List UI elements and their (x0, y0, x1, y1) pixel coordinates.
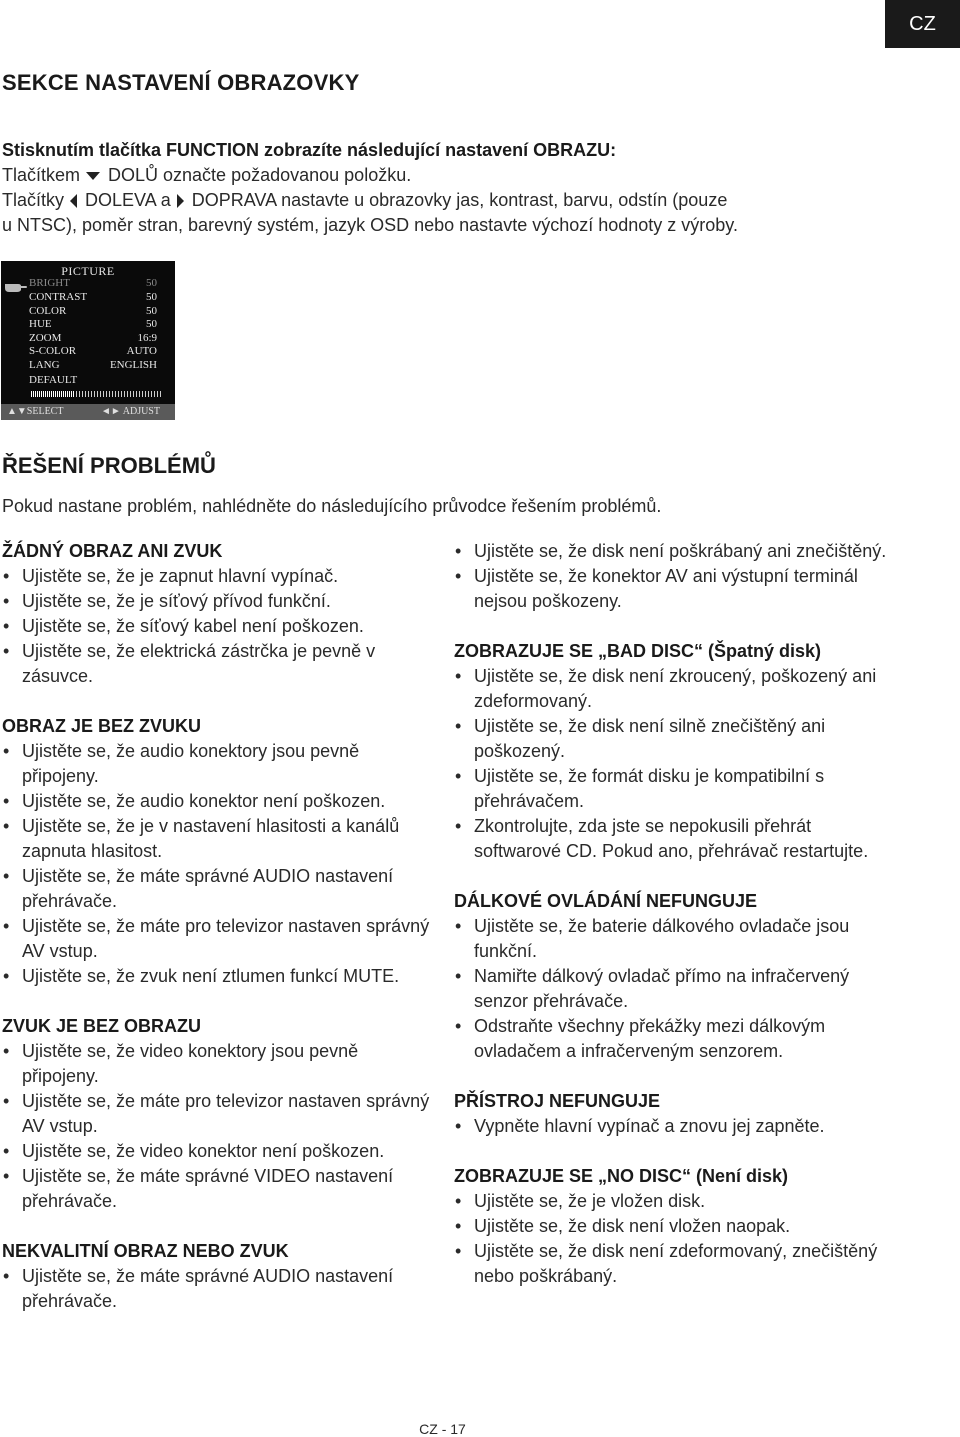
osd-footer (1, 404, 175, 420)
list-item: • Ujistěte se, že elektrická zástrčka je pevně v zásuvce. (2, 639, 432, 689)
osd-adjust-label: ADJUST (122, 406, 160, 417)
problem-heading: ZOBRAZUJE SE „BAD DISC“ (Špatný disk) (454, 641, 822, 661)
list-item: • Ujistěte se, že konektor AV ani výstupní terminál nejsou poškozeny. (454, 564, 894, 614)
pointing-hand-icon (4, 279, 28, 293)
intro-text (2, 138, 902, 238)
osd-row-label: ZOOM (29, 332, 62, 344)
intro-line-lr-a: Tlačítky (2, 190, 65, 210)
bullet-list (2, 739, 432, 989)
osd-row-label: CONTRAST (29, 291, 88, 303)
osd-title: PICTURE (61, 264, 115, 278)
osd-row-label: LANG (29, 359, 60, 371)
osd-picture-menu (1, 261, 175, 420)
osd-level-bar-fill (31, 391, 75, 397)
list-item: • Ujistěte se, že máte pro televizor nastaven správný AV vstup. (2, 914, 432, 964)
arrow-left-icon (70, 194, 77, 208)
list-item: • Ujistěte se, že je v nastavení hlasitosti a kanálů zapnuta hlasitost. (2, 814, 432, 864)
list-item: • Namiřte dálkový ovladač přímo na infračervený senzor přehrávače. (454, 964, 894, 1014)
list-item: • Ujistěte se, že zvuk není ztlumen funkcí MUTE. (2, 964, 432, 989)
list-item: • Ujistěte se, že video konektor není poškozen. (2, 1139, 432, 1164)
page-number: CZ - 17 (419, 1421, 466, 1437)
osd-row-value: 50 (146, 277, 157, 289)
osd-row-label: HUE (29, 318, 52, 330)
list-item: • Zkontrolujte, zda jste se nepokusili přehrát softwarové CD. Pokud ano, přehrávač restartujte. (454, 814, 894, 864)
list-item: • Ujistěte se, že disk není zkroucený, poškozený ani zdeformovaný. (454, 664, 894, 714)
list-item: • Ujistěte se, že formát disku je kompatibilní s přehrávačem. (454, 764, 894, 814)
list-item: • Ujistěte se, že máte správné AUDIO nastavení přehrávače. (2, 864, 432, 914)
list-item: • Ujistěte se, že audio konektor není poškozen. (2, 789, 432, 814)
left-column (2, 539, 432, 1314)
list-item: • Odstraňte všechny překážky mezi dálkovým ovladačem a infračerveným senzorem. (454, 1014, 894, 1064)
intro-line-leftright (2, 188, 902, 213)
list-item: • Ujistěte se, že síťový kabel není poškozen. (2, 614, 432, 639)
intro-line-lr-b: DOLEVA a (85, 190, 171, 210)
osd-row-zoom (29, 332, 157, 345)
osd-row-bright (29, 277, 157, 290)
osd-row-value: AUTO (126, 345, 157, 357)
osd-row-label: DEFAULT (29, 374, 78, 386)
language-badge: CZ (885, 0, 960, 48)
osd-row-label: BRIGHT (29, 277, 70, 289)
list-item: • Ujistěte se, že je síťový přívod funkční. (2, 589, 432, 614)
osd-row-value: 50 (146, 305, 157, 317)
osd-row-color (29, 305, 157, 318)
bullet-list (454, 1114, 894, 1139)
osd-row-default (29, 374, 157, 387)
problem-heading: DÁLKOVÉ OVLÁDÁNÍ NEFUNGUJE (454, 891, 758, 911)
list-item: • Ujistěte se, že disk není silně znečištěný ani poškozený. (454, 714, 894, 764)
osd-select-label: SELECT (26, 406, 64, 417)
list-item: • Ujistěte se, že disk není zdeformovaný, znečištěný nebo poškrábaný. (454, 1239, 894, 1289)
bullet-list (454, 664, 894, 864)
bullet-list (454, 914, 894, 1064)
osd-row-hue (29, 318, 157, 331)
problem-heading: NEKVALITNÍ OBRAZ NEBO ZVUK (2, 1241, 289, 1261)
arrow-down-icon (86, 172, 100, 180)
up-down-arrow-icon: ▲▼ (7, 406, 27, 417)
list-item: • Ujistěte se, že audio konektory jsou pevně připojeny. (2, 739, 432, 789)
osd-select-hint (7, 406, 63, 417)
section-title-screen-settings: SEKCE NASTAVENÍ OBRAZOVKY (2, 70, 360, 95)
problem-heading: OBRAZ JE BEZ ZVUKU (2, 716, 202, 736)
list-item: • Ujistěte se, že máte pro televizor nastaven správný AV vstup. (2, 1089, 432, 1139)
osd-row-s-color (29, 345, 157, 358)
list-item: • Ujistěte se, že je zapnut hlavní vypínač. (2, 564, 432, 589)
osd-row-label: COLOR (29, 305, 67, 317)
bullet-list (454, 1189, 894, 1289)
list-item: • Ujistěte se, že je vložen disk. (454, 1189, 894, 1214)
problem-heading: ZOBRAZUJE SE „NO DISC“ (Není disk) (454, 1166, 789, 1186)
list-item: • Vypněte hlavní vypínač a znovu jej zapněte. (454, 1114, 894, 1139)
problem-heading: ZVUK JE BEZ OBRAZU (2, 1016, 202, 1036)
osd-row-value: 50 (146, 291, 157, 303)
list-item: • Ujistěte se, že disk není vložen naopak. (454, 1214, 894, 1239)
intro-line-down-a: Tlačítkem (2, 165, 81, 185)
list-item: • Ujistěte se, že baterie dálkového ovladače jsou funkční. (454, 914, 894, 964)
list-item: • Ujistěte se, že máte správné AUDIO nastavení přehrávače. (2, 1264, 432, 1314)
osd-adjust-hint (101, 406, 160, 417)
problem-heading: PŘÍSTROJ NEFUNGUJE (454, 1091, 661, 1111)
osd-row-value: 16:9 (137, 332, 157, 344)
intro-line-down (2, 163, 902, 188)
list-item: • Ujistěte se, že video konektory jsou pevně připojeny. (2, 1039, 432, 1089)
osd-row-value: 50 (146, 318, 157, 330)
intro-line-last: u NTSC), poměr stran, barevný systém, jazyk OSD nebo nastavte výchozí hodnoty z výroby. (2, 215, 738, 235)
bullet-list (2, 1039, 432, 1214)
section-title-troubleshooting: ŘEŠENÍ PROBLÉMŮ (2, 453, 216, 478)
troubleshooting-lead: Pokud nastane problém, nahlédněte do následujícího průvodce řešením problémů. (2, 496, 662, 516)
left-right-arrow-icon: ◄► (101, 406, 121, 417)
list-item: • Ujistěte se, že máte správné VIDEO nastavení přehrávače. (2, 1164, 432, 1214)
bullet-list (2, 564, 432, 689)
right-column (454, 539, 894, 1289)
osd-row-value: ENGLISH (109, 359, 157, 371)
intro-bold-line: Stisknutím tlačítka FUNCTION zobrazíte následující nastavení OBRAZU: (2, 140, 617, 160)
bullet-list (2, 1264, 432, 1314)
intro-line-lr-c: DOPRAVA nastavte u obrazovky jas, kontrast, barvu, odstín (pouze (191, 190, 728, 210)
intro-line-down-b: DOLŮ označte požadovanou položku. (108, 165, 412, 185)
osd-row-label: S-COLOR (29, 345, 77, 357)
problem-heading: ŽÁDNÝ OBRAZ ANI ZVUK (2, 541, 223, 561)
list-item: • Ujistěte se, že disk není poškrábaný ani znečištěný. (454, 539, 894, 564)
bullet-list (454, 539, 894, 614)
arrow-right-icon (177, 194, 184, 208)
osd-row-lang (29, 359, 157, 372)
osd-row-contrast (29, 291, 157, 304)
